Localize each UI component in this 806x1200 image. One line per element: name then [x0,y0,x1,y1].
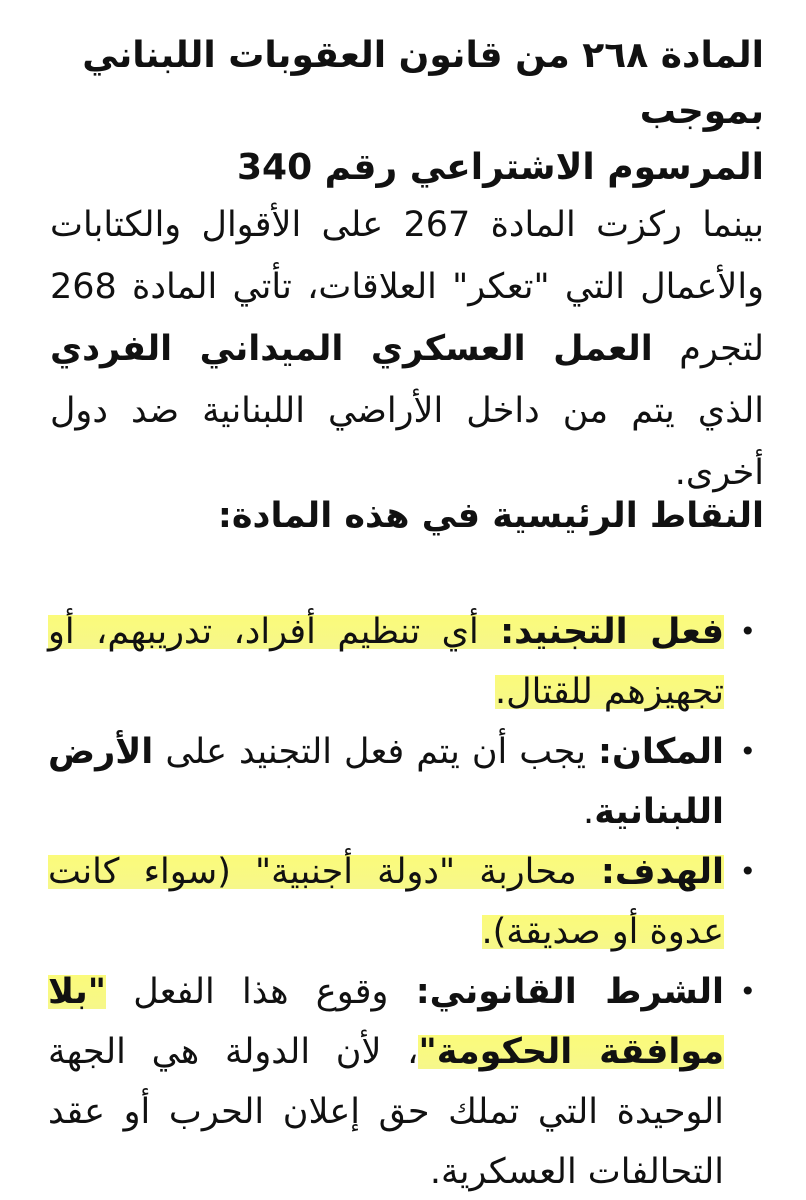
point-bold-highlighted-text: "بلا موافقة الحكومة" [48,972,725,1072]
list-item-legal-condition [48,962,764,1200]
point-text: يجب أن يتم فعل التجنيد على [153,732,599,772]
document-title [20,28,764,196]
highlighted-text [48,612,724,712]
point-text: أي تنظيم أفراد، تدريبهم، أو تجهيزهم للقتال. [48,612,724,712]
bullet-icon: • [739,855,756,888]
point-text: وقوع هذا الفعل [105,972,416,1012]
intro-text-end: الذي يتم من داخل الأراضي اللبنانية ضد دول أخرى. [50,391,764,493]
intro-paragraph [50,194,764,504]
highlighted-text [48,852,724,952]
point-term: المكان: [598,732,724,772]
list-item-place [48,722,764,842]
section-heading: النقاط الرئيسية في هذه المادة: [217,496,764,536]
list-item-recruitment [48,602,764,722]
title-line-2: المرسوم الاشتراعي رقم 340 [236,147,764,188]
key-points-list [48,602,764,1200]
list-item-goal [48,842,764,962]
point-term: الشرط القانوني: [415,972,725,1012]
bullet-icon: • [739,735,756,768]
title-line-1: المادة ٢٦٨ من قانون العقوبات اللبناني بموجب [82,35,764,132]
point-text-end: . [583,792,595,832]
bullet-icon: • [739,975,756,1008]
intro-text-start: بينما ركزت المادة 267 على الأقوال والكتابات والأعمال التي "تعكر" العلاقات، تأتي المادة 268 لتجرم [50,205,764,369]
point-text: محاربة "دولة أجنبية" (سواء كانت عدوة أو صديقة). [48,852,724,952]
point-text-end: ، لأن الدولة هي الجهة الوحيدة التي تملك حق إعلان الحرب أو عقد التحالفات العسكرية. [48,1032,724,1192]
point-term: الهدف: [600,852,724,892]
point-term: فعل التجنيد: [500,612,724,652]
bullet-icon: • [739,615,756,648]
point-bold-text: الأرض اللبنانية [48,732,724,832]
intro-bold-phrase: العمل العسكري الميداني الفردي [50,329,653,369]
